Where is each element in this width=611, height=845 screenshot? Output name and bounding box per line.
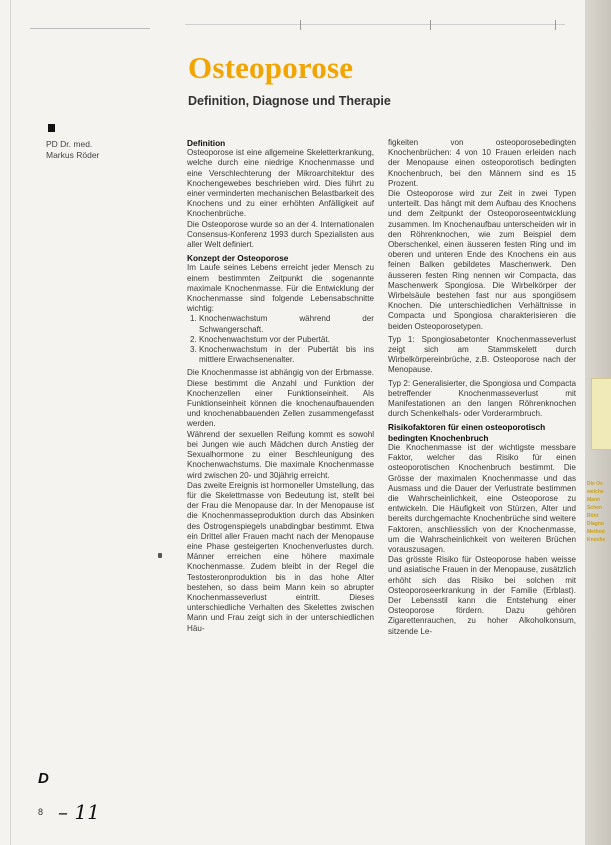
- list-item: 3. Knochenwachstum in der Pubertät bis ins mittlere Erwachsenenalter.: [199, 345, 374, 365]
- paragraph: figkeiten von osteoporosebedingten Knochenbrüchen: 4 von 10 Frauen erleiden nach der Menopause einen osteoporotisch bedingten Knochenbruch, bei den Männern sind es 15 Prozent.: [388, 138, 576, 188]
- bleed-line: Method: [587, 529, 605, 535]
- author-line: Markus Röder: [46, 150, 100, 160]
- paragraph: Typ 2: Generalisierter, die Spongiosa und Compacta betreffender Knochenmasseverlust mit Manifestationen an den langen Röhrenknochen durch Schenkelhals- oder Vorderarmbruch.: [388, 378, 576, 419]
- header-rule-right: [185, 24, 565, 25]
- text-column-left: [187, 138, 374, 634]
- section-heading-risk: Risikofaktoren für einen osteoporotisch bedingten Knochenbruch: [388, 422, 546, 443]
- paragraph: Das zweite Ereignis ist hormoneller Umstellung, das für die Skelettmasse von Bedeutung ist, stellt bei der Frau die Menopause dar. In der Menopause ist die Knochenmasseproduktion durch das Absinken des Östrogenspiegels unabdingbar bestimmt. Etwa ein Drittel aller Frauen macht nach der Menopause eine Phase gesteigerten Knochenverlustes durch. Männer erreichen eine höhere maximale Knochenmasse. Zudem bleibt in der Regel die Testosteronproduktion bis in das hohe Alter bestehen, so dass beim Mann kein so abrupter Knochenmasseverlust eintritt. Dieses unterschiedliche Verhalten des Skelettes zwischen Mann und Frau zeigt sich in der unterschiedlichen Häu-: [187, 480, 374, 633]
- next-page-figure: [591, 378, 611, 450]
- paragraph: Die Osteoporose wird zur Zeit in zwei Typen unterteilt. Das hängt mit dem Aufbau des Knochens und dem Zeitpunkt der Osteoporoseentwicklung zusammen. Im Knochenaufbau unterscheiden wir in den Röhrenknochen, wie zum Beispiel dem Oberschenkel, einen äusseren festen Ring und im oberen und unteren Ende des Knochens ein aus feinen Balken gebildetes Maschenwerk. Den äusseren festen Ring nennen wir Compacta, das Maschenwerk Spongiosa. Die Wirbelkörper der Wirbelsäule bestehen fast nur aus spongiösem Knochen. Die unterschiedlichen Verhältnisse in Compacta und Spongiosa charakterisieren die beiden Osteoporosetypen.: [388, 189, 576, 331]
- list-item: 1. Knochenwachstum während der Schwangerschaft.: [199, 314, 374, 334]
- section-heading-definition: Definition: [187, 138, 226, 148]
- paragraph: Die Knochenmasse ist der wichtigste messbare Faktor, welcher das Risiko für einen osteoporotischen Knochenbruch bestimmt. Die Grösse der maximalen Knochenmasse und das Ausmass und die Dauer der Verlustrate bestimmen die Wahrscheinlichkeit, eine Osteoporose zu entwickeln. Die Häufigkeit von Stürzen, Alter und bereits durchgemachte Knochenbrüche sind weitere Faktoren, anschliesslich von der Knochenmasse, um die Wahrscheinlichkeit von weiteren Brüchen vorauszusagen.: [388, 442, 576, 554]
- header-tick: [555, 20, 556, 30]
- bleed-line: Knoche: [587, 537, 606, 543]
- list-item: 2. Knochenwachstum vor der Pubertät.: [199, 335, 374, 345]
- numbered-list: [187, 314, 374, 365]
- page-number: 8: [38, 807, 44, 817]
- bleed-line: Schen: [587, 505, 603, 511]
- article-title: Osteoporose: [188, 50, 354, 85]
- text-column-right: [388, 138, 576, 637]
- bleed-line: welche: [587, 489, 604, 495]
- section-heading-konzept: Konzept der Osteoporose: [187, 253, 289, 264]
- handwritten-note: – 11: [58, 800, 100, 824]
- page-left-edge: [10, 0, 11, 845]
- author-block: [46, 139, 99, 161]
- bleed-line: Rönt: [587, 513, 599, 519]
- next-page-sidebar-text: [587, 480, 611, 544]
- margin-mark: [158, 553, 162, 558]
- paragraph: Im Laufe seines Lebens erreicht jeder Mensch zu einem bestimmten Zeitpunkt die sogenannte maximale Knochenmasse. Für die Entwicklung der Knochenmasse sind folgende Lebensabschnitte wichtig:: [187, 263, 374, 314]
- header-rule: [30, 28, 150, 29]
- author-line: PD Dr. med.: [46, 139, 93, 149]
- header-tick: [430, 20, 431, 30]
- author-marker: [48, 124, 55, 132]
- bleed-line: Mann: [587, 497, 601, 503]
- paragraph: Typ 1: Spongiosabetonter Knochenmasseverlust zeigt sich am Stammskelett durch Wirbelkörpereinbrüche, z.B. Osteoporose nach der Menopause.: [388, 334, 576, 375]
- section-letter: D: [38, 770, 49, 787]
- paragraph: Osteoporose ist eine allgemeine Skeletterkrankung, welche durch eine niedrige Knochenmasse und eine Verschlechterung der Mikroarchitektur des Knochengewebes beschrieben wird. Dies führt zu einer verminderten mechanischen Belastbarkeit des Knochens und zu einer erhöhten Anfälligkeit auf Knochenbrüche.: [187, 148, 374, 219]
- bleed-line: Die Os: [587, 481, 603, 487]
- header-tick: [300, 20, 301, 30]
- next-page-edge: [585, 0, 611, 845]
- paragraph: Das grösste Risiko für Osteoporose haben weisse und asiatische Frauen in der Menopause, zusätzlich erhöht sich das Risiko bei solchen mit Osteoporoseerkrankung in der Familie (Erblast). Der Lebensstil kann die Entstehung einer Osteoporose fördern. Dazu gehören Zigarettenrauchen, zu hoher Alkoholkonsum, sitzende Le-: [388, 555, 576, 636]
- paragraph: Die Knochenmasse ist abhängig von der Erbmasse. Diese bestimmt die Anzahl und Funktion der Knochenzellen einer Funktionseinheit. Als Funktionseinheit können die knochenaufbauenden und knochenabbauenden Zellen zusammengefasst werden.: [187, 368, 374, 429]
- paragraph: Während der sexuellen Reifung kommt es sowohl bei Jungen wie auch Mädchen durch Anstieg der Sexualhormone zu einer Beschleunigung des Knochenwachstums. Die maximale Knochenmasse wird zwischen 20- und 30jährig erreicht.: [187, 429, 374, 480]
- bleed-line: Diagno: [587, 521, 604, 527]
- paragraph: Die Osteoporose wurde so an der 4. Internationalen Consensus-Konferenz 1993 durch Spezialisten aus aller Welt definiert.: [187, 219, 374, 250]
- article-subtitle: Definition, Diagnose und Therapie: [188, 94, 391, 108]
